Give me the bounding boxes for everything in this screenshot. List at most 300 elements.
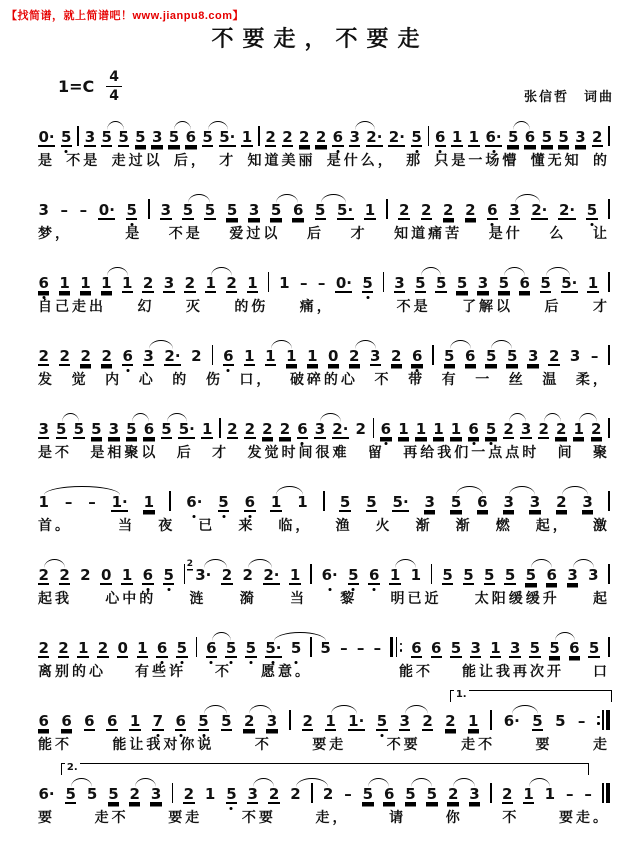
barline xyxy=(184,556,186,591)
notes-row xyxy=(38,773,610,810)
low-octave-dot xyxy=(416,369,419,372)
lyrics-row xyxy=(38,300,610,320)
barline-stroke xyxy=(184,564,186,584)
note-text: 1 xyxy=(101,274,112,292)
volta-label: 2. xyxy=(66,762,78,773)
lyric-syllable: 是 xyxy=(125,227,143,242)
note-text: 5 xyxy=(204,201,216,219)
note-text: 6 xyxy=(156,639,168,657)
note-text: 3 xyxy=(160,201,172,219)
held-dash xyxy=(373,641,382,664)
note xyxy=(485,422,496,445)
note-text: 3 xyxy=(108,420,120,438)
barline-stroke xyxy=(268,272,270,292)
note xyxy=(362,276,373,299)
note xyxy=(142,568,153,591)
note-text: 6· xyxy=(186,493,203,511)
note xyxy=(325,714,336,737)
low-octave-dot xyxy=(492,150,495,153)
rest-note xyxy=(328,349,339,372)
lyric-syllable: 懂无知 xyxy=(530,154,582,169)
note xyxy=(415,422,426,445)
note-text: 3 xyxy=(520,420,532,438)
note-text: 5 xyxy=(426,785,438,803)
barline xyxy=(608,191,610,226)
note-text: 2 xyxy=(142,274,154,292)
low-octave-dot xyxy=(193,515,196,518)
note xyxy=(77,641,88,664)
note xyxy=(339,495,350,518)
note xyxy=(38,568,49,591)
note-text: 6 xyxy=(206,639,217,657)
note xyxy=(86,787,97,810)
low-octave-dot xyxy=(248,515,251,518)
low-octave-dot xyxy=(126,369,129,372)
note-text: 5 xyxy=(226,785,237,803)
low-octave-dot xyxy=(222,515,225,518)
low-octave-dot xyxy=(491,223,494,226)
barline-stroke xyxy=(431,564,433,584)
note xyxy=(38,203,49,226)
lyric-syllable: 能让我对你说 xyxy=(112,738,215,753)
note-text: 6 xyxy=(411,347,423,365)
note xyxy=(290,641,301,664)
note xyxy=(185,130,196,153)
lyric-syllable: 临， xyxy=(278,519,313,534)
barline-stroke xyxy=(606,783,610,803)
lyric-syllable: 一 xyxy=(475,373,493,388)
barline-stroke xyxy=(196,637,198,657)
lyric-syllable: 离别的心 xyxy=(38,665,106,680)
system-line-2 xyxy=(38,189,610,249)
note-text: 1 xyxy=(289,566,301,584)
note xyxy=(206,641,217,664)
note-text: 5 xyxy=(91,420,102,438)
lyrics-row xyxy=(38,373,610,393)
barline xyxy=(431,556,433,591)
barline-stroke xyxy=(608,272,610,292)
note-text: 5 xyxy=(588,639,600,657)
lyric-syllable: 太阳缓缓升 xyxy=(474,592,560,607)
note-text: 1 xyxy=(389,566,401,584)
note-text: 6 xyxy=(468,420,479,438)
key-signature xyxy=(58,70,122,103)
note-text: 6 xyxy=(368,566,380,584)
note xyxy=(126,203,137,226)
note-text: 5 xyxy=(108,785,119,803)
note xyxy=(218,495,229,518)
barline xyxy=(373,410,375,445)
barline-stroke xyxy=(608,126,610,146)
note-text: 1 xyxy=(433,420,444,438)
note xyxy=(411,130,422,153)
note xyxy=(80,349,91,372)
note xyxy=(61,714,72,737)
lyric-syllable: 能让我再次开 xyxy=(462,665,564,680)
note-text: 2 xyxy=(299,128,310,146)
time-signature xyxy=(106,70,122,103)
note xyxy=(225,641,236,664)
lyric-syllable: 首。 xyxy=(38,519,72,534)
note xyxy=(490,641,501,664)
note-text: 2 xyxy=(422,712,433,730)
lyric-syllable: 不要 xyxy=(241,811,276,826)
note-text: – xyxy=(299,274,308,292)
note xyxy=(247,787,258,810)
held-dash xyxy=(88,495,97,518)
note-text: 1 xyxy=(573,420,584,438)
lyric-syllable: 要走 xyxy=(312,738,347,753)
barline-stroke xyxy=(428,126,430,146)
barline xyxy=(602,775,610,810)
note-text: 6· xyxy=(38,785,55,803)
note-text: 5 xyxy=(218,493,229,511)
note xyxy=(332,422,349,445)
note-text: 1· xyxy=(348,712,365,730)
note xyxy=(588,641,599,664)
lyric-syllable: 渐 xyxy=(415,519,433,534)
lyric-syllable: 涟 xyxy=(189,592,207,607)
note-text: 6 xyxy=(84,712,95,730)
note xyxy=(84,714,95,737)
note-text: 5 xyxy=(290,639,302,657)
note-text: 2 xyxy=(443,201,454,219)
barline-stroke xyxy=(390,637,394,657)
note-text: 1 xyxy=(587,274,599,292)
note xyxy=(332,130,343,153)
note xyxy=(394,276,405,299)
note xyxy=(248,203,259,226)
rest-note xyxy=(117,641,128,664)
barline xyxy=(432,337,434,372)
lyric-syllable: 后 xyxy=(544,300,562,315)
barline xyxy=(172,775,174,810)
low-octave-dot xyxy=(472,442,475,445)
note xyxy=(484,568,495,591)
note-text: 2· xyxy=(332,420,349,438)
lyric-syllable: 才 xyxy=(592,300,610,315)
note-text: 6 xyxy=(524,128,536,146)
note-text: 1 xyxy=(279,274,290,292)
note xyxy=(314,422,325,445)
note-text: 5 xyxy=(245,639,257,657)
lyric-syllable: 要 xyxy=(38,811,55,826)
lyric-syllable: 走不 xyxy=(461,738,496,753)
note xyxy=(175,714,186,737)
note xyxy=(135,130,146,153)
note xyxy=(504,568,515,591)
note-text: 1 xyxy=(77,639,89,657)
lyric-syllable: 能不 xyxy=(399,665,433,680)
note-text: 1 xyxy=(121,566,133,584)
lyric-syllable: 知道痛苦 xyxy=(394,227,463,242)
page-title: 不要走，不要走 xyxy=(211,26,429,51)
note-text: 2 xyxy=(282,128,293,146)
lyric-syllable: 愿意。 xyxy=(261,665,312,680)
note xyxy=(463,568,474,591)
note xyxy=(204,203,215,226)
note-text: 2· xyxy=(366,128,383,146)
note xyxy=(156,641,167,664)
note xyxy=(524,130,535,153)
note-text: 3 xyxy=(569,347,581,365)
note xyxy=(198,714,209,737)
note xyxy=(265,130,276,153)
note-text: 3 xyxy=(477,274,489,292)
lyric-syllable: 你 xyxy=(445,811,463,826)
lyric-syllable: 请 xyxy=(389,811,407,826)
note xyxy=(383,787,394,810)
note-text: 1 xyxy=(450,420,462,438)
note xyxy=(548,349,559,372)
note-text: 5 xyxy=(507,128,519,146)
lyric-syllable: 能不 xyxy=(38,738,72,753)
low-octave-dot xyxy=(146,588,149,591)
note-text: 5 xyxy=(555,712,566,730)
low-octave-dot xyxy=(295,661,298,664)
lyric-syllable: 走 xyxy=(592,738,610,753)
note xyxy=(586,203,597,226)
rest-note xyxy=(100,568,111,591)
held-dash xyxy=(577,714,586,737)
note xyxy=(126,422,137,445)
lyric-syllable: 明已近 xyxy=(390,592,442,607)
note-text: 5 xyxy=(339,493,351,511)
note-text: 5 xyxy=(485,347,497,365)
lyrics-row xyxy=(38,446,610,466)
note xyxy=(519,276,530,299)
note-text: 1 xyxy=(205,274,216,292)
barline xyxy=(490,775,492,810)
held-dash xyxy=(356,641,365,664)
lyric-syllable: 的 xyxy=(592,154,610,169)
lyric-syllable: 只是一场懵 xyxy=(434,154,520,169)
barline xyxy=(268,264,270,299)
note-text: 3 xyxy=(163,274,175,292)
note-text: 1 xyxy=(451,128,463,146)
low-octave-dot xyxy=(490,442,493,445)
lyrics-row xyxy=(38,227,610,247)
note-text: 1 xyxy=(241,128,253,146)
lyric-syllable: 黎 xyxy=(340,592,358,607)
notes-row xyxy=(38,116,610,153)
low-octave-dot xyxy=(380,734,383,737)
note xyxy=(469,787,480,810)
note xyxy=(307,349,318,372)
note xyxy=(268,787,279,810)
notes-row xyxy=(38,481,610,518)
note-text: – xyxy=(373,639,382,657)
lyric-syllable: 不 xyxy=(502,811,520,826)
barline-stroke xyxy=(258,126,260,146)
lyric-syllable: 痛， xyxy=(299,300,334,315)
note xyxy=(164,349,181,372)
lyric-syllable: 破碎的心 xyxy=(289,373,358,388)
barline-stroke xyxy=(383,272,385,292)
barline xyxy=(390,629,403,664)
note-text: 6 xyxy=(223,347,234,365)
note-text: 3 xyxy=(38,201,49,219)
meta-row xyxy=(58,70,614,105)
note-text: 3 xyxy=(394,274,405,292)
note-text: 6 xyxy=(185,128,197,146)
note-text: 5 xyxy=(135,128,146,146)
note xyxy=(348,714,365,737)
note-text: 2 xyxy=(355,420,366,438)
barline xyxy=(323,483,325,518)
note-text: 3 xyxy=(38,420,49,438)
barline xyxy=(258,118,260,153)
low-octave-dot xyxy=(366,296,369,299)
notes-row xyxy=(38,189,610,226)
low-octave-dot xyxy=(230,807,233,810)
note xyxy=(468,130,479,153)
note xyxy=(163,568,174,591)
note xyxy=(465,203,476,226)
lyric-syllable: 走过以 xyxy=(111,154,163,169)
note xyxy=(523,787,534,810)
note-text: 2 xyxy=(97,639,109,657)
note xyxy=(366,495,377,518)
note-text: 2 xyxy=(592,128,603,146)
composer-credit: 张信哲 词曲 xyxy=(523,89,614,104)
note-text: 3 xyxy=(509,201,520,219)
held-dash xyxy=(79,203,88,226)
slur-arc xyxy=(44,486,120,495)
note-text: 2· xyxy=(531,201,548,219)
note-text: 3 xyxy=(470,639,481,657)
low-octave-dot xyxy=(161,661,164,664)
note xyxy=(59,568,70,591)
barline xyxy=(608,483,610,518)
note-text: 5 xyxy=(86,785,98,803)
barline-stroke xyxy=(608,199,610,219)
lyric-syllable: 心中的 xyxy=(105,592,157,607)
note xyxy=(270,495,281,518)
low-octave-dot xyxy=(272,661,275,664)
lyric-syllable: 才 xyxy=(350,227,368,242)
low-octave-dot xyxy=(301,442,304,445)
note xyxy=(431,641,442,664)
note xyxy=(204,787,215,810)
rest-note xyxy=(335,276,352,299)
note-text: 3 xyxy=(247,785,258,803)
note-text: 6 xyxy=(175,712,186,730)
notes-row xyxy=(38,335,610,372)
note xyxy=(121,568,132,591)
barline-stroke xyxy=(606,710,610,730)
lyric-syllable: 是不 xyxy=(38,446,72,461)
lyric-syllable: 有些许 xyxy=(135,665,186,680)
note-text: – xyxy=(577,712,586,730)
held-dash xyxy=(299,276,308,299)
lyric-syllable: 灭 xyxy=(185,300,203,315)
note-text: 5 xyxy=(484,566,495,584)
note-text: 5 xyxy=(506,347,518,365)
note-text: 2 xyxy=(265,128,276,146)
note-text: 2 xyxy=(80,566,91,584)
lyrics-row xyxy=(38,811,610,831)
lyric-syllable: 要 xyxy=(535,738,553,753)
note xyxy=(122,349,133,372)
notes-row xyxy=(38,408,610,445)
lyric-syllable: 有 xyxy=(441,373,459,388)
note-text: 7 xyxy=(152,712,164,730)
note xyxy=(80,568,91,591)
lyric-syllable: 燃 xyxy=(495,519,513,534)
lyric-syllable: 了解以 xyxy=(462,300,514,315)
note-text: 5 xyxy=(366,493,377,511)
note xyxy=(322,787,333,810)
note-text: 2 xyxy=(242,566,253,584)
note xyxy=(143,349,154,372)
notes-row xyxy=(38,627,610,664)
note xyxy=(143,495,154,518)
lyric-syllable: 发觉时间很难 xyxy=(247,446,350,461)
note xyxy=(265,349,276,372)
note-text: 2 xyxy=(391,347,402,365)
note xyxy=(226,787,237,810)
lyric-syllable: 心 xyxy=(138,373,156,388)
note xyxy=(201,422,212,445)
barline xyxy=(428,118,430,153)
note-text: 5 xyxy=(221,712,232,730)
note-text: 5 xyxy=(126,201,137,219)
note xyxy=(544,787,555,810)
note xyxy=(244,422,255,445)
lyric-syllable: 渐 xyxy=(455,519,473,534)
note-text: 2· xyxy=(388,128,405,146)
barline xyxy=(148,191,150,226)
note-text: 5 xyxy=(202,128,213,146)
note xyxy=(573,422,584,445)
note xyxy=(591,422,602,445)
lyric-syllable: 丝 xyxy=(508,373,526,388)
note xyxy=(244,495,255,518)
barline xyxy=(212,337,214,372)
lyric-syllable: 走， xyxy=(315,811,350,826)
note xyxy=(391,349,402,372)
rest-note xyxy=(38,130,55,153)
held-dash xyxy=(584,787,593,810)
note xyxy=(202,130,213,153)
note-text: 1 xyxy=(307,347,318,365)
lyric-syllable: 内 xyxy=(105,373,123,388)
note-text: 2 xyxy=(129,785,140,803)
lyric-syllable: 梦， xyxy=(38,227,72,242)
note xyxy=(205,276,216,299)
system-line-10 xyxy=(38,762,610,833)
note xyxy=(290,787,301,810)
note-text: 1 xyxy=(201,420,213,438)
note xyxy=(485,349,496,372)
barline xyxy=(219,410,221,445)
note-text: 5 xyxy=(198,712,209,730)
held-dash xyxy=(590,349,599,372)
note xyxy=(160,203,171,226)
lyric-syllable: 起， xyxy=(535,519,570,534)
note-text: 3 xyxy=(143,347,154,365)
note xyxy=(538,422,549,445)
note-text: 5 xyxy=(415,274,426,292)
note-text: 2 xyxy=(226,274,237,292)
note xyxy=(470,641,481,664)
note-text: 5 xyxy=(73,420,84,438)
note-text: 1 xyxy=(80,274,91,292)
system-line-7 xyxy=(38,554,610,614)
note xyxy=(529,641,540,664)
note xyxy=(509,641,520,664)
